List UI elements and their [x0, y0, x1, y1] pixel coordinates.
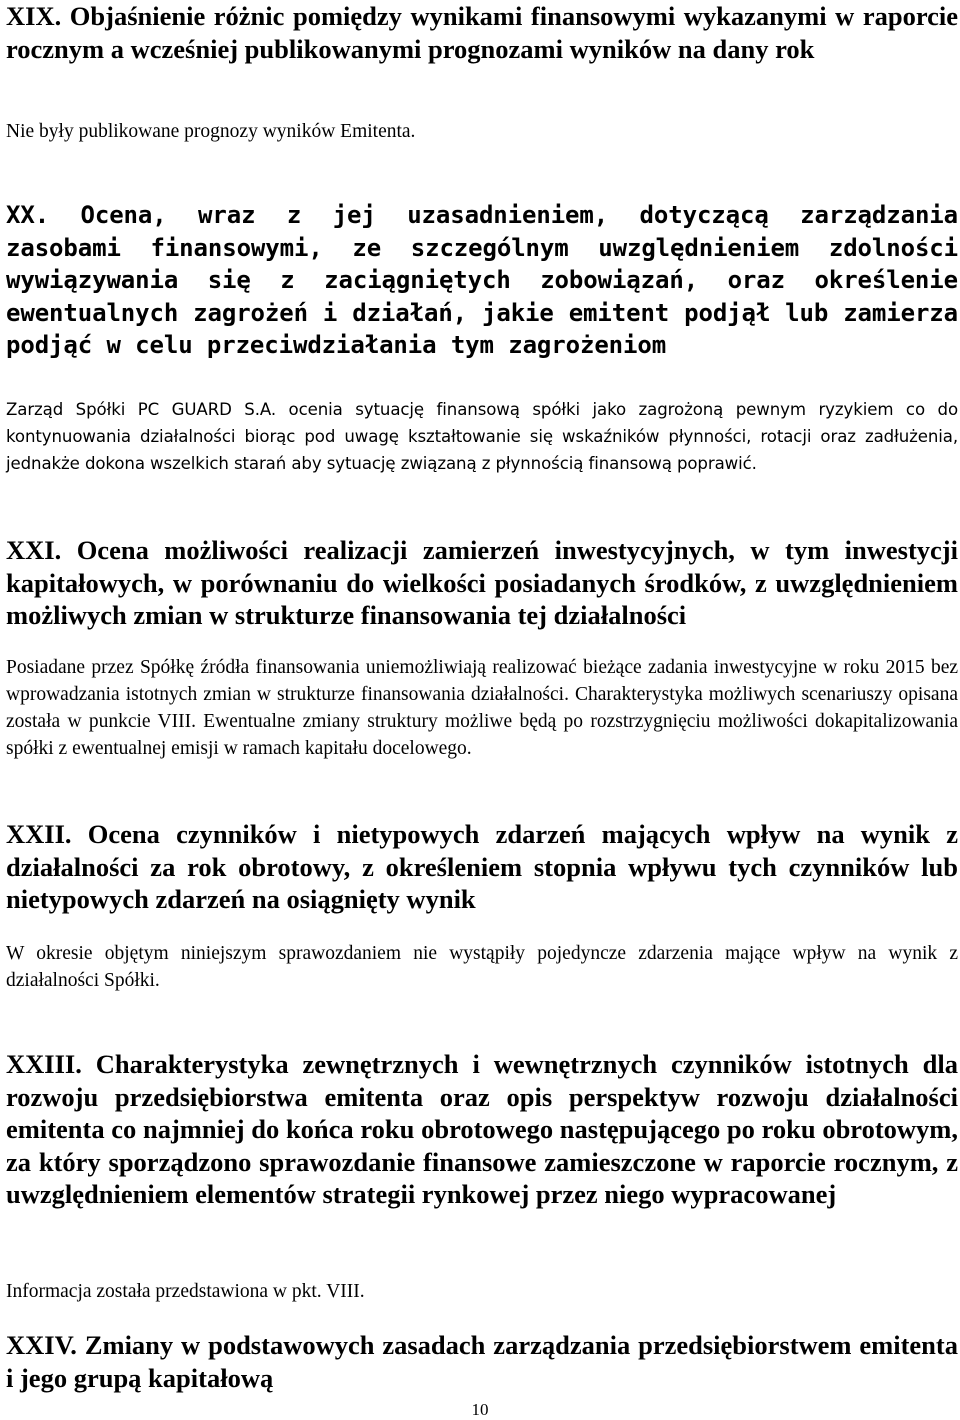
section-xxiv: [6, 1329, 958, 1394]
section-heading: XXIII. Charakterystyka zewnętrznych i wewnętrznych czynników istotnych dla rozwoju przedsiębiorstwa emitenta oraz opis perspektyw rozwoju działalności emitenta co najmniej do końca roku obrotowego następującego po roku obrotowym, za który sporządzono sprawozdanie finansowe zamieszczone w raporcie rocznym, z uwzględnieniem elementów strategii rynkowej przez niego wypracowanej: [6, 1049, 958, 1209]
section-xix-body: [6, 118, 958, 145]
section-body: Informacja została przedstawiona w pkt. VIII.: [6, 1281, 365, 1302]
section-heading: XX. Ocena, wraz z jej uzasadnieniem, dotyczącą zarządzania zasobami finansowymi, ze szczególnym uwzględnieniem zdolności wywiązywania się z zaciągniętych zobowiązań, oraz określenie ewentualnych zagrożeń i działań, jakie emitent podjął lub zamierza podjąć w celu przeciwdziałania tym zagrożeniom: [6, 201, 958, 359]
section-xxiii: [6, 1048, 958, 1211]
section-body: Posiadane przez Spółkę źródła finansowania uniemożliwiają realizować bieżące zadania inwestycyjne w roku 2015 bez wprowadzania istotnych zmian w strukturze finansowania działalności. Charakterystyka możliwych scenariuszy opisana została w punkcie VIII. Ewentualne zmiany struktury możliwe będą po rozstrzygnięciu możliwości dokapitalizowania spółki z ewentualnej emisji w ramach kapitału docelowego.: [6, 657, 958, 759]
section-xx-body: [6, 396, 958, 477]
section-heading: XXII. Ocena czynników i nietypowych zdarzeń mających wpływ na wynik z działalności za rok obrotowy, z określeniem stopnia wpływu tych czynników lub nietypowych zdarzeń na osiągnięty wynik: [6, 819, 958, 914]
section-body: Nie były publikowane prognozy wyników Emitenta.: [6, 121, 416, 142]
section-xxii-body: [6, 940, 958, 994]
section-heading: XXIV. Zmiany w podstawowych zasadach zarządzania przedsiębiorstwem emitenta i jego grupą kapitałową: [6, 1330, 958, 1393]
section-heading: XIX. Objaśnienie różnic pomiędzy wynikami finansowymi wykazanymi w raporcie rocznym a wcześniej publikowanymi prognozami wyników na dany rok: [6, 1, 958, 64]
section-xxi-body: [6, 654, 958, 762]
section-xxiii-body: [6, 1278, 958, 1305]
section-body: W okresie objętym niniejszym sprawozdaniem nie wystąpiły pojedyncze zdarzenia mające wpływ na wynik z działalności Spółki.: [6, 943, 958, 991]
section-xxi: [6, 534, 958, 632]
page-number: 10: [471, 1400, 489, 1419]
section-heading: XXI. Ocena możliwości realizacji zamierzeń inwestycyjnych, w tym inwestycji kapitałowych, w porównaniu do wielkości posiadanych środków, z uwzględnieniem możliwych zmian w strukturze finansowania tej działalności: [6, 535, 958, 630]
section-xix: [6, 0, 958, 65]
section-xxii: [6, 818, 958, 916]
section-xx: [6, 199, 958, 362]
section-body: Zarząd Spółki PC GUARD S.A. ocenia sytuację finansową spółki jako zagrożoną pewnym ryzykiem co do kontynuowania działalności biorąc pod uwagę kształtowanie się wskaźników płynności, rotacji oraz zadłużenia, jednakże dokona wszelkich starań aby sytuację związaną z płynnością finansową poprawić.: [6, 400, 958, 473]
